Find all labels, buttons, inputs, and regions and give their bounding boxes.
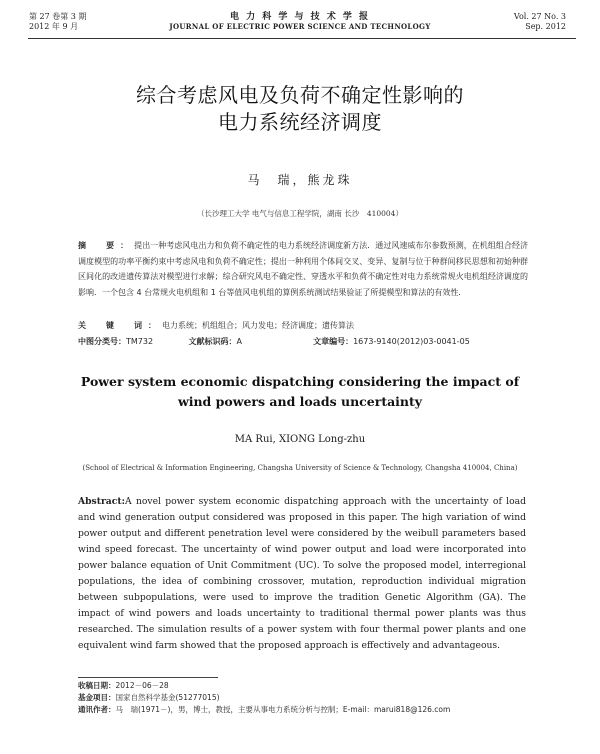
- author-label: 通讯作者：: [78, 705, 116, 714]
- volume-cn: 第 27 卷第 3 期: [29, 12, 87, 21]
- keywords-cn-text: 电力系统；机组组合；风力发电；经济调度；遗传算法: [162, 321, 354, 330]
- doc-code-label: 文献标识码：: [188, 337, 237, 346]
- title-cn-line2: 电力系统经济调度: [218, 110, 382, 134]
- journal-name-cn: 电 力 科 学 与 技 术 学 报: [229, 12, 371, 22]
- clc-label: 中图分类号：: [78, 337, 126, 346]
- abstract-cn: [78, 238, 528, 300]
- paper-title-cn: [40, 82, 560, 136]
- abstract-cn-text: 提出一种考虑风电出力和负荷不确定性的电力系统经济调度新方法．通过风速威布尔参数预测，在机组组合经济调度模型的功率平衡约束中考虑风电和负荷不确定性；提出一种利用个体间交叉、变异、复制与位于种群间移民思想和初始种群区间化的改进遗传算法对模型进行求解；综合研究风电不确定性、穿透水平和负荷不确定性对电力系统常规火电机组经济调度的影响．一个包含 4 台常规火电机组和 1 台等值风电机组的算例系统测试结果验证了所提模型和算法的有效性．: [78, 241, 528, 297]
- fund-label: 基金项目：: [78, 693, 116, 702]
- header-journal: [150, 12, 450, 32]
- affiliation-cn: （长沙理工大学 电气与信息工程学院，湖南 长沙 410004）: [197, 209, 403, 218]
- received-label: 收稿日期：: [78, 681, 116, 690]
- header-volume-cn: [29, 12, 86, 32]
- abstract-cn-label: 摘 要：: [78, 241, 135, 250]
- abstract-en-label: Abstract:: [78, 496, 125, 507]
- footnote-author: [78, 705, 578, 715]
- clc-value: TM732: [126, 337, 154, 346]
- date-cn: 2012 年 9 月: [29, 22, 79, 31]
- authors-cn: 马 瑞，熊龙珠: [247, 173, 353, 187]
- title-en-line2: wind powers and loads uncertainty: [177, 394, 423, 409]
- title-cn-line1: 综合考虑风电及负荷不确定性影响的: [136, 83, 464, 107]
- received-value: 2012－06－28: [115, 681, 169, 690]
- header-volume-en: [514, 12, 566, 32]
- journal-name-en: JOURNAL OF ELECTRIC POWER SCIENCE AND TECHNOLOGY: [169, 22, 431, 31]
- date-en: Sep. 2012: [525, 22, 566, 31]
- article-no-label: 文章编号：: [313, 337, 354, 346]
- footnote-fund: [78, 693, 578, 703]
- keywords-cn: [78, 320, 528, 331]
- affiliation-en: (School of Electrical & Information Engineering, Changsha University of Science & Technology, Changsha 410004, China): [82, 464, 518, 472]
- article-no-value: 1673-9140(2012)03-0041-05: [353, 337, 470, 346]
- header-rule: [28, 38, 576, 39]
- volume-en: Vol. 27 No. 3: [513, 12, 566, 21]
- fund-value: 国家自然科学基金(51277015): [115, 693, 220, 702]
- abstract-en-text: A novel power system economic dispatching approach with the uncertainty of load and wind generation output considered was proposed in this paper. The high variation of wind power output and different penetration level were considered by the weibull parameters based wind speed forecast. The uncertainty of wind power output and load were incorporated into power balance equation of Unit Commitment (UC). To solve the proposed model, interregional populations, the idea of combining crossover, mutation, reproduction individual migration between subpopulations, were used to improve the tradition Genetic Algorithm (GA). The impact of wind powers and loads uncertainty to traditional thermal power plants was thus researched. The simulation results of a power system with four thermal power plants and one equivalent wind farm showed that the proposed approach is effectively and advantageous.: [78, 496, 526, 651]
- paper-title-en: [60, 372, 540, 412]
- title-en-line1: Power system economic dispatching considering the impact of: [80, 374, 520, 389]
- authors-en: MA Rui, XIONG Long-zhu: [234, 434, 366, 445]
- classification-row: [78, 336, 538, 347]
- doc-code-value: A: [236, 337, 243, 346]
- keywords-cn-label: 关 键 词：: [78, 321, 162, 330]
- footnote-rule: [78, 677, 218, 678]
- abstract-en: [78, 494, 526, 654]
- footnote-received: [78, 681, 578, 691]
- author-value: 马 瑞(1971－)，男，博士，教授，主要从事电力系统分析与控制；E-mail：marui818@126.com: [115, 705, 451, 714]
